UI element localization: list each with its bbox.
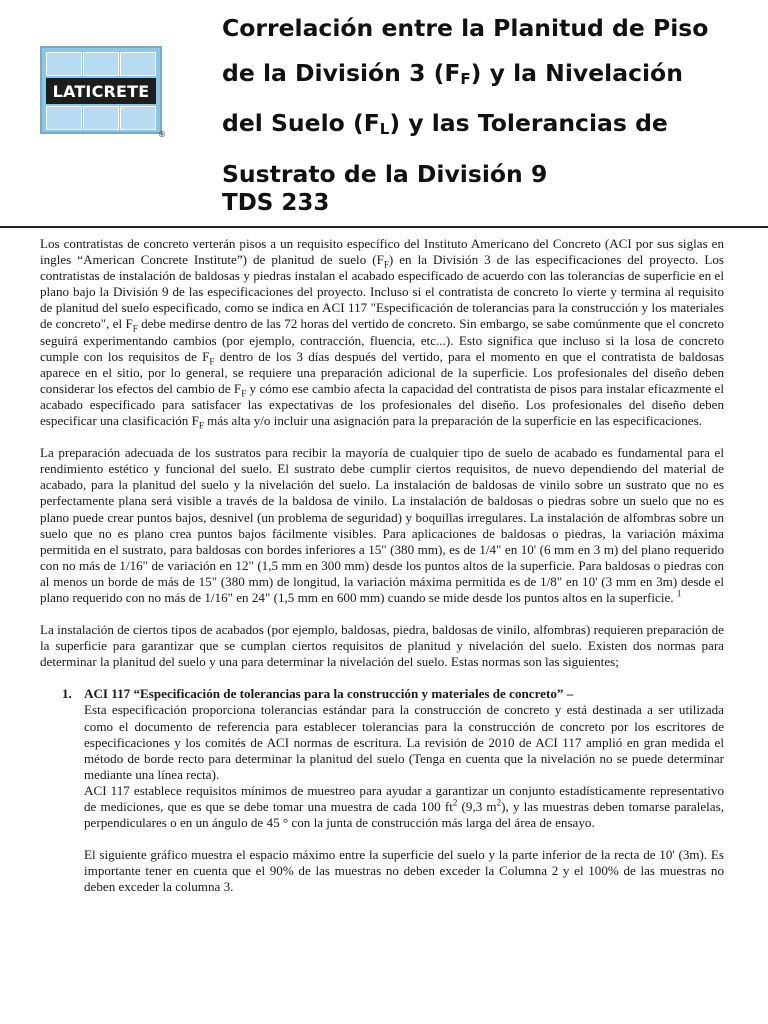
footnote-ref[interactable]: 1 xyxy=(676,588,682,599)
title-line-3: del Suelo $(F_L)$ y las Tolerancias de xyxy=(222,109,668,138)
paragraph-2: La preparación adecuada de los sustratos para recibir la mayoría de cualquier tipo de suelo de acabado es fundamental para el rendimiento estético y funcional del suelo. El sustrato debe cumplir ciertos requisitos, de nuevo dependiendo del material de acabado, para la planitud del suelo y la nivelación del suelo. La instalación de baldosas de vinilo sobre un sustrato que no es perfectamente plana será visible a través de la baldosa de vinilo. La instalación de baldosas o piedras sobre un suelo que no es plano puede crear puntos bajos, desnivel (un problema de seguridad) y boquillas irregulares. La instalación de alfombras sobre un suelo que no es plano crea puntos bajos fácilmente visibles. Para aplicaciones de baldosas o piedras, la variación máxima permitida en el sustrato, para baldosas con bordes inferiores a 15" (380 mm), es de 1/4" en 10' (6 mm en 3 m) del plano requerido con no más de 1/16" de variación en 12" (1,5 mm en 300 mm) desde los puntos altos de la superficie. Para baldosas o piedras con al menos un borde de más de 15" (380 mm) de longitud, la variación máxima permitida es de 1/8" en 10' (3 mm en 3m) desde el plano requerido con no más de 1/16" en 24" (1,5 mm en 600 mm) cuando se mide desde los puntos altos en la superficie. $^1$ xyxy=(40,445,724,605)
header-divider xyxy=(0,226,768,228)
list-number: 1. xyxy=(62,686,72,702)
registered-mark: ® xyxy=(158,130,166,139)
title-line-4: Sustrato de la División 9 xyxy=(222,159,548,188)
list-paragraph-3: El siguiente gráfico muestra el espacio máximo entre la superficie del suelo y la parte inferior de la recta de 10' (3m). Es importante tener en cuenta que el 90% de las muestras no deben exceder la Columna 2 y el 100% de las muestras no deben exceder la columna 3. xyxy=(84,847,724,895)
laticrete-logo xyxy=(40,46,162,134)
paragraph-3: La instalación de ciertos tipos de acabados (por ejemplo, baldosas, piedra, baldosas de vinilo, alfombras) requieren preparación de la superficie para garantizar que se cumplan ciertos requisitos de planitud y nivelación del suelo. Existen dos normas para determinar la planitud del suelo y una para determinar la nivelación del suelo. Estas normas son las siguientes; xyxy=(40,622,724,670)
list-paragraph-1: Esta especificación proporciona tolerancias estándar para la construcción de concreto y está destinada a ser utilizada como el documento de referencia para establecer tolerancias para la construcción de concreto por los escritores de especificaciones y los comités de ACI normas de escritura. La revisión de 2010 de ACI 117 amplió en gran medida el método de borde recto para determinar la planitud del suelo (Tenga en cuenta que la nivelación no se puede determinar mediante una línea recta). xyxy=(84,702,724,782)
document-id: TDS 233 xyxy=(222,190,330,216)
title-line-1: Correlación entre la Planitud de Piso xyxy=(222,14,709,42)
title-line-2: de la División 3 $(F_F)$ y la Nivelación xyxy=(222,58,683,88)
document-body xyxy=(40,236,724,895)
logo-wordmark: LATICRETE xyxy=(46,78,156,104)
list-paragraph-2: ACI 117 establece requisitos mínimos de muestreo para ayudar a garantizar un conjunto estadísticamente representativo de mediciones, que es que se debe tomar una muestra de cada 100 $ft^2$ (9,3 $m^2$), y las muestras deben tomarse paralelas, perpendiculares o en un ángulo de 45 ° con la junta de construcción más larga del área de ensayo. xyxy=(84,782,724,831)
list-heading: ACI 117 “Especificación de tolerancias para la construcción y materiales de concreto” – xyxy=(84,686,574,702)
list-item xyxy=(40,686,724,895)
document-title xyxy=(222,6,762,196)
paragraph-1: Los contratistas de concreto verterán pisos a un requisito específico del Instituto Americano del Concreto (ACI por sus siglas en ingles “American Concrete Institute”) de planitud de suelo $(F_F)$ en la División 3 de las especificaciones del proyecto. Los contratistas de instalación de baldosas y piedras instalan el acabado especificado de acuerdo con las tolerancias de superficie en el plano bajo la División 9 de las especificaciones del proyecto. Incluso si el contratista de concreto lo vierte y termina al requisito de planitud del suelo especificado, como se indica en ACI 117 "Especificación de tolerancias para la construcción y los materiales de concreto", el $F_F$ debe medirse dentro de las 72 horas del vertido de concreto. Sin embargo, se sabe comúnmente que el concreto seguirá experimentando cambios (por ejemplo, contracción, fluencia, etc...). Esto significa que incluso si la losa de concreto cumple con los requisitos de $F_F$ dentro de los 3 días después del vertido, para el momento en que el contratista de baldosas aparece en el sitio, por lo general, se requiere una preparación adicional de la superficie. Los profesionales del diseño deben considerar los efectos del cambio de $F_F$ y cómo ese cambio afecta la capacidad del contratista de pisos para instalar eficazmente el acabado especificado para satisfacer las expectativas de los profesionales del diseño. Los profesionales del diseño deben especificar una clasificación $F_F$ más alta y/o incluir una asignación para la preparación de la superficie en las especificaciones. xyxy=(40,236,725,431)
